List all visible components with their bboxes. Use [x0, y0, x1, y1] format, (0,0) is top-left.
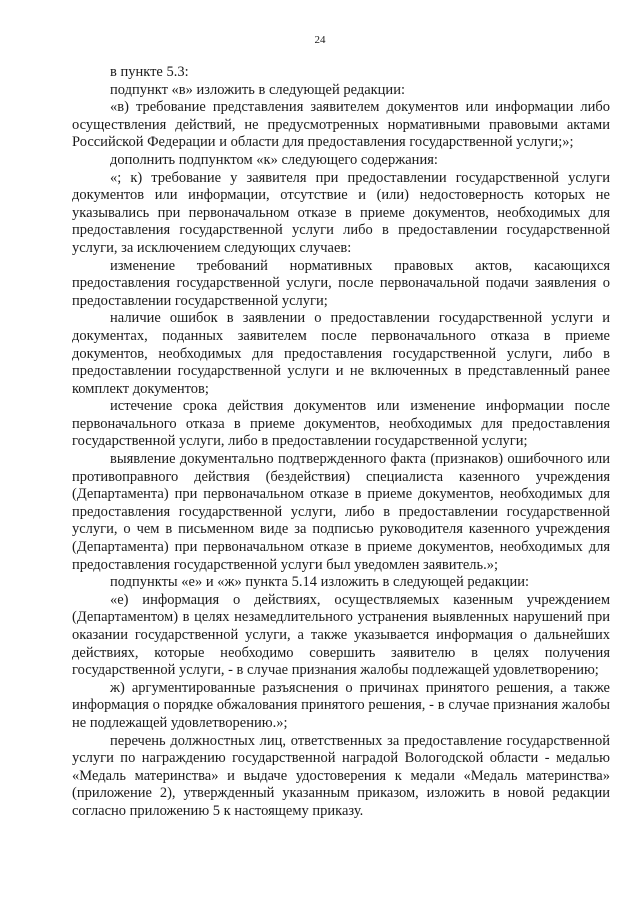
paragraph: дополнить подпунктом «к» следующего содержания:: [110, 151, 438, 168]
paragraph: перечень должностных лиц, ответственных за предоставление государственной услуги по награждению государственной наградой Вологодской области - медалью «Медаль материнства» и выдаче удостоверения к медали «Медаль материнства» (приложение 2), утвержденный указанным приказом, изложить в новой редакции согласно приложению 5 к настоящему приказу.: [72, 732, 610, 819]
paragraph: подпункты «е» и «ж» пункта 5.14 изложить в следующей редакции:: [110, 574, 530, 591]
page-number: 24: [314, 34, 326, 46]
document-body: [72, 64, 610, 821]
paragraph: «; к) требование у заявителя при предоставлении государственной услуги документов или информации, отсутствие и (или) недостоверность которых не указывались при первоначальном отказе в приеме документов, необходимых для предоставления государственной услуги либо в предоставлении государственной услуги, за исключением следующих случаев:: [72, 169, 610, 256]
paragraph: ж) аргументированные разъяснения о причинах принятого решения, а также информация о порядке обжалования принятого решения, - в случае признания жалобы не подлежащей удовлетворению.»;: [72, 679, 610, 731]
paragraph: изменение требований нормативных правовых актов, касающихся предоставления государственной услуги, после первоначальной подачи заявления о предоставлении государственной услуги;: [72, 257, 610, 309]
paragraph: «в) требование представления заявителем документов или информации либо осуществления действий, не предусмотренных нормативными правовыми актами Российской Федерации и области для предоставления государственной услуги;»;: [72, 99, 610, 151]
paragraph: выявление документально подтвержденного факта (признаков) ошибочного или противоправного действия (бездействия) специалиста казенного учреждения (Департамента) при первоначальном отказе в приеме документов, необходимых для предоставления государственной услуги, либо в предоставлении государственной услуги, о чем в письменном виде за подписью руководителя казенного учреждения (Департамента) при первоначальном отказе в приеме документов, необходимых для предоставления государственной услуги был уведомлен заявитель.»;: [72, 451, 610, 573]
paragraph: истечение срока действия документов или изменение информации после первоначального отказа в приеме документов, необходимых для предоставления государственной услуги, либо в предоставлении государственной услуги;: [72, 398, 610, 450]
paragraph: подпункт «в» изложить в следующей редакции:: [110, 81, 405, 98]
paragraph: наличие ошибок в заявлении о предоставлении государственной услуги и документах, поданных заявителем после первоначального отказа в приеме документов, необходимых для предоставления государственной услуги, либо в предоставлении государственной услуги и не включенных в представленный ранее комплект документов;: [72, 310, 610, 397]
paragraph: «е) информация о действиях, осуществляемых казенным учреждением (Департаментом) в целях незамедлительного устранения выявленных нарушений при оказании государственной услуги, а также указывается информация о дальнейших действиях, которые необходимо совершить заявителю в целях получения государственной услуги, - в случае признания жалобы подлежащей удовлетворению;: [72, 591, 610, 679]
paragraph: в пункте 5.3:: [110, 64, 189, 80]
